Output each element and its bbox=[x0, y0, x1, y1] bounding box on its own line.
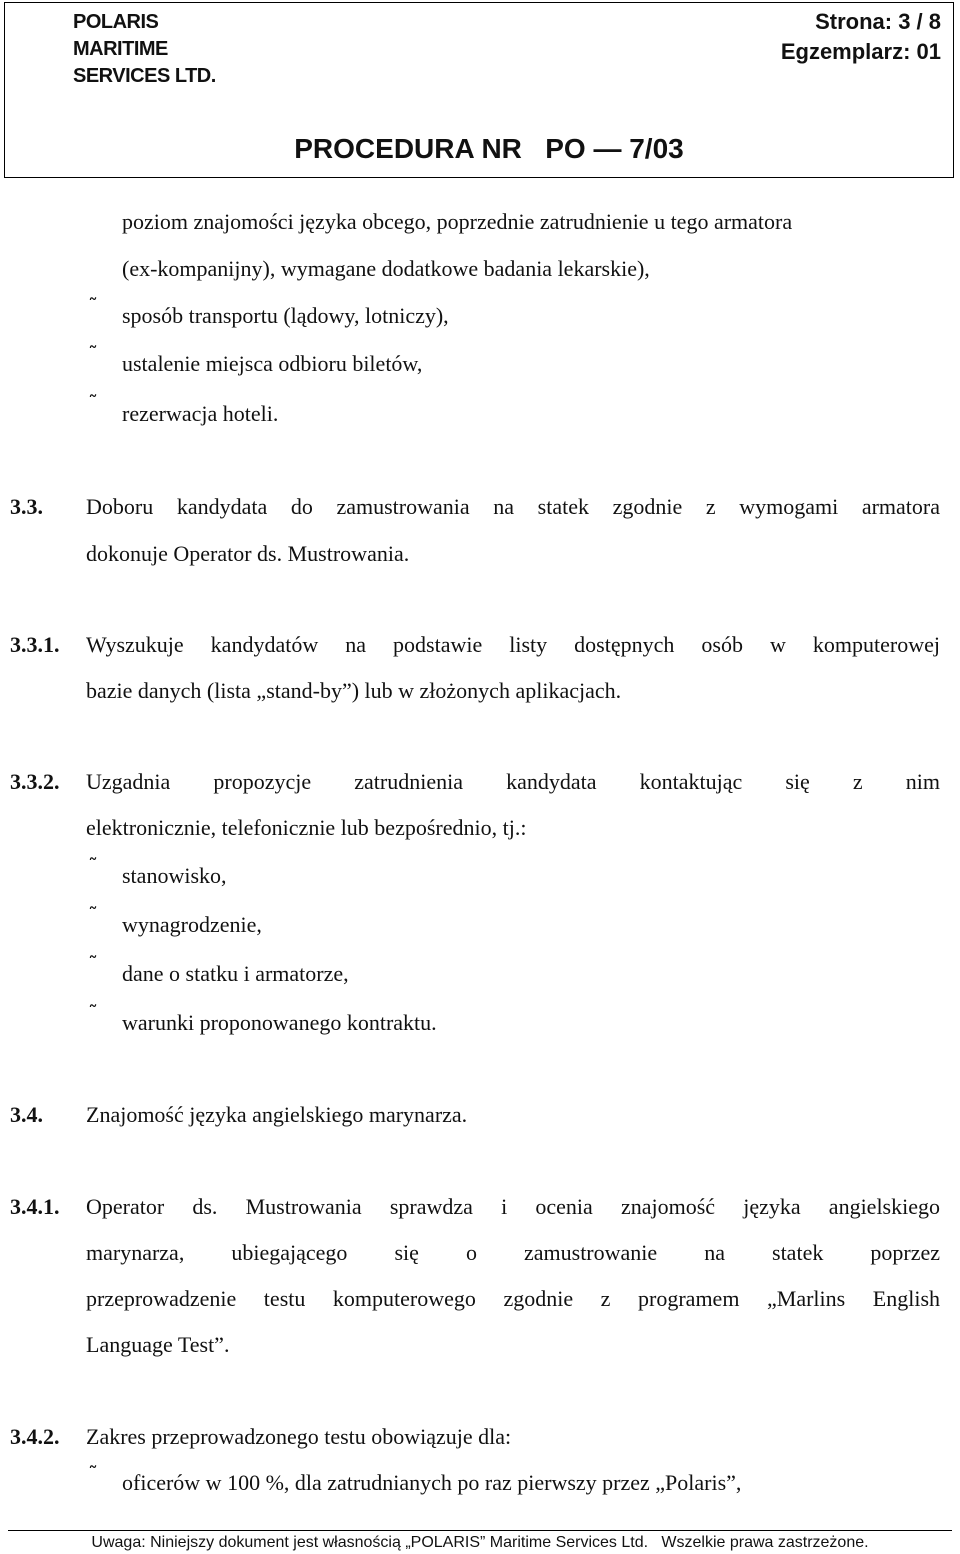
list-item: wynagrodzenie, bbox=[122, 912, 262, 937]
bullet-tilde-icon: ˜ bbox=[88, 854, 98, 878]
page-info bbox=[781, 7, 941, 67]
list-item: sposób transportu (lądowy, lotniczy), bbox=[122, 303, 449, 328]
document-header bbox=[4, 2, 954, 178]
section-3-4-1-line-2: marynarza, ubiegającego się o zamustrowanie na statek poprzez bbox=[86, 1240, 940, 1265]
procedure-title: PROCEDURA NR PO — 7/03 bbox=[294, 133, 684, 164]
section-number-3-3: 3.3. bbox=[10, 494, 43, 519]
text-line: (ex-kompanijny), wymagane dodatkowe badania lekarskie), bbox=[122, 256, 650, 281]
section-3-3-line-1: Doboru kandydata do zamustrowania na statek zgodnie z wymogami armatora bbox=[86, 494, 940, 519]
list-item: rezerwacja hoteli. bbox=[122, 401, 279, 426]
page-number: Strona: 3 / 8 bbox=[815, 9, 941, 34]
bullet-tilde-icon: ˜ bbox=[88, 952, 98, 976]
company-line-2: MARITIME bbox=[73, 38, 168, 60]
bullet-tilde-icon: ˜ bbox=[88, 391, 98, 415]
section-number-3-4-2: 3.4.2. bbox=[10, 1424, 60, 1449]
section-3-3-1-line-2: bazie danych (lista „stand-by”) lub w złożonych aplikacjach. bbox=[86, 678, 622, 703]
list-item: oficerów w 100 %, dla zatrudnianych po raz pierwszy przez „Polaris”, bbox=[122, 1470, 742, 1495]
bullet-tilde-icon: ˜ bbox=[88, 903, 98, 927]
section-3-4-1-line-1: Operator ds. Mustrowania sprawdza i ocenia znajomość języka angielskiego bbox=[86, 1194, 940, 1219]
company-name bbox=[73, 9, 216, 90]
section-number-3-4: 3.4. bbox=[10, 1102, 43, 1127]
bullet-tilde-icon: ˜ bbox=[88, 294, 98, 318]
list-item: stanowisko, bbox=[122, 863, 227, 888]
list-item: dane o statku i armatorze, bbox=[122, 961, 349, 986]
section-3-4-title: Znajomość języka angielskiego marynarza. bbox=[86, 1102, 468, 1127]
section-3-4-1-line-3: przeprowadzenie testu komputerowego zgodnie z programem „Marlins English bbox=[86, 1286, 940, 1311]
footer-notice: Uwaga: Niniejszy dokument jest własnością „POLARIS” Maritime Services Ltd. Wszelkie prawa zastrzeżone. bbox=[91, 1534, 869, 1551]
text-line: poziom znajomości języka obcego, poprzednie zatrudnienie u tego armatora bbox=[122, 209, 793, 234]
list-item: warunki proponowanego kontraktu. bbox=[122, 1010, 437, 1035]
section-3-3-2-line-2: elektronicznie, telefonicznie lub bezpośrednio, tj.: bbox=[86, 815, 527, 840]
bullet-tilde-icon: ˜ bbox=[88, 342, 98, 366]
section-3-3-2-line-1: Uzgadnia propozycje zatrudnienia kandydata kontaktując się z nim bbox=[86, 769, 940, 794]
company-line-3: SERVICES LTD. bbox=[73, 65, 216, 87]
section-number-3-4-1: 3.4.1. bbox=[10, 1194, 60, 1219]
section-3-4-2-line-1: Zakres przeprowadzonego testu obowiązuje dla: bbox=[86, 1424, 512, 1449]
bullet-tilde-icon: ˜ bbox=[88, 1462, 98, 1486]
copy-number: Egzemplarz: 01 bbox=[780, 39, 941, 64]
bullet-tilde-icon: ˜ bbox=[88, 1001, 98, 1025]
footer-divider bbox=[8, 1530, 952, 1531]
section-3-3-1-line-1: Wyszukuje kandydatów na podstawie listy dostępnych osób w komputerowej bbox=[86, 632, 940, 657]
company-line-1: POLARIS bbox=[73, 11, 159, 33]
section-3-3-line-2: dokonuje Operator ds. Mustrowania. bbox=[86, 541, 410, 566]
list-item: ustalenie miejsca odbioru biletów, bbox=[122, 351, 423, 376]
section-number-3-3-1: 3.3.1. bbox=[10, 632, 60, 657]
section-3-4-1-line-4: Language Test”. bbox=[86, 1332, 230, 1357]
section-number-3-3-2: 3.3.2. bbox=[10, 769, 60, 794]
